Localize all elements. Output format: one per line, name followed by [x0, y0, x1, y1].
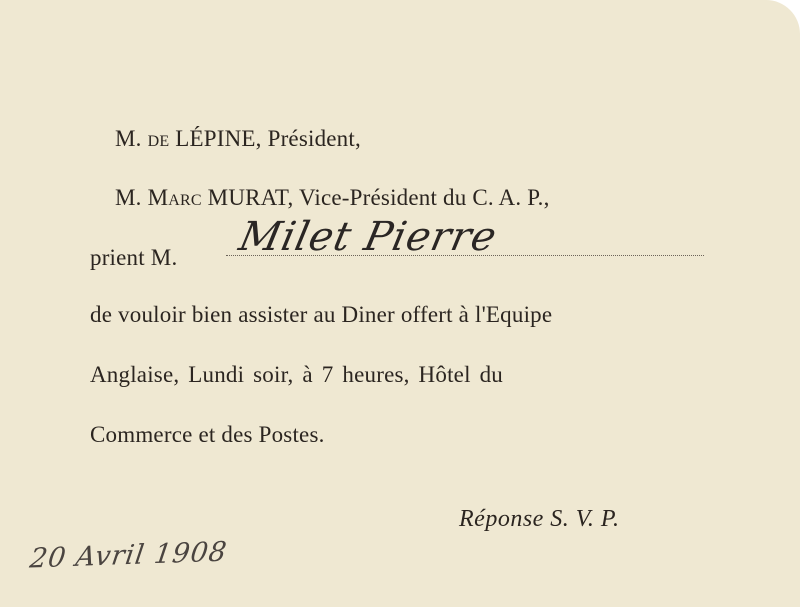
handwritten-date: 20 Avril 1908	[27, 536, 230, 575]
invitee-handwritten-name: Milet Pierre	[235, 214, 502, 260]
invite-line	[90, 245, 177, 271]
host1-prefix: M.	[115, 126, 142, 151]
host-line-president	[115, 126, 361, 152]
rsvp-text: Réponse S. V. P.	[459, 506, 620, 532]
body-text-line-2: Anglaise, Lundi soir, à 7 heures, Hôtel du	[90, 362, 504, 387]
invite-prefix: prient M.	[90, 245, 178, 270]
host1-particle: de	[147, 126, 170, 151]
body-text-line-1: de vouloir bien assister au Diner offert à l'Equipe	[90, 302, 553, 327]
body-text-line-3: Commerce et des Postes.	[90, 422, 325, 447]
host2-title: , Vice-Président du C. A. P.,	[287, 185, 550, 210]
host-line-vice-president	[115, 185, 550, 211]
host1-title: , Président,	[255, 126, 361, 151]
host2-prefix: M.	[115, 185, 142, 210]
host2-first-name: Marc	[147, 185, 202, 210]
host1-name: LÉPINE	[175, 126, 256, 151]
host2-name: MURAT	[207, 185, 288, 210]
